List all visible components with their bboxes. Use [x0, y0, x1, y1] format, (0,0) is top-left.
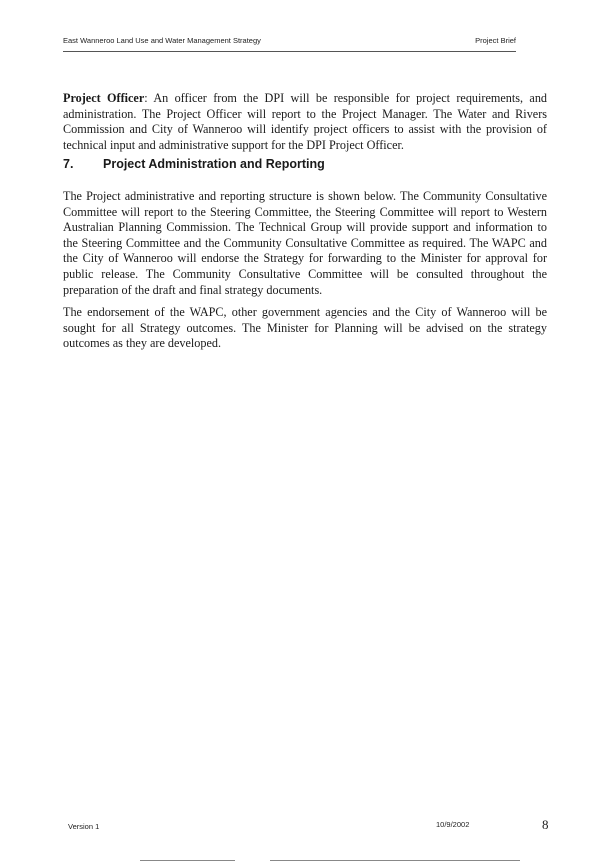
footer-version: Version 1 [68, 822, 100, 831]
endorsement-paragraph: The endorsement of the WAPC, other government agencies and the City of Wanneroo will be sought for all Strategy outcomes. The Minister for Planning will be advised on the strategy outcomes as they are developed. [63, 305, 547, 351]
admin-structure-paragraph: The Project administrative and reporting structure is shown below. The Community Consultative Committee will report to the Steering Committee, the Steering Committee will report to Western Australian Planning Commission. The Technical Group will provide support and information to the Steering Committee and the Community Consultative Committee as required. The WAPC and the City of Wanneroo will endorse the Strategy for forwarding to the Minister for approval for public release. The Community Consultative Committee will be consulted throughout the preparation of the draft and final strategy documents. [63, 189, 547, 297]
section-number: 7. [63, 157, 74, 171]
header-document-type: Project Brief [475, 36, 516, 45]
footer-date: 10/9/2002 [436, 820, 470, 829]
scan-artifact-line [140, 860, 235, 861]
project-officer-paragraph [63, 91, 547, 153]
section-heading [63, 157, 547, 171]
scan-artifact-line [270, 860, 520, 861]
project-officer-text: : An officer from the DPI will be responsible for project requirements, and administration. The Project Officer will report to the Project Manager. The Water and Rivers Commission and City of Wanneroo will identify project officers to assist with the provision of technical input and administrative support for the DPI Project Officer. [63, 91, 548, 152]
project-officer-label: Project Officer [63, 91, 145, 105]
header-divider [63, 51, 516, 52]
page-number: 8 [542, 817, 549, 832]
section-title: Project Administration and Reporting [103, 157, 325, 171]
header-document-title: East Wanneroo Land Use and Water Management Strategy [63, 36, 261, 45]
